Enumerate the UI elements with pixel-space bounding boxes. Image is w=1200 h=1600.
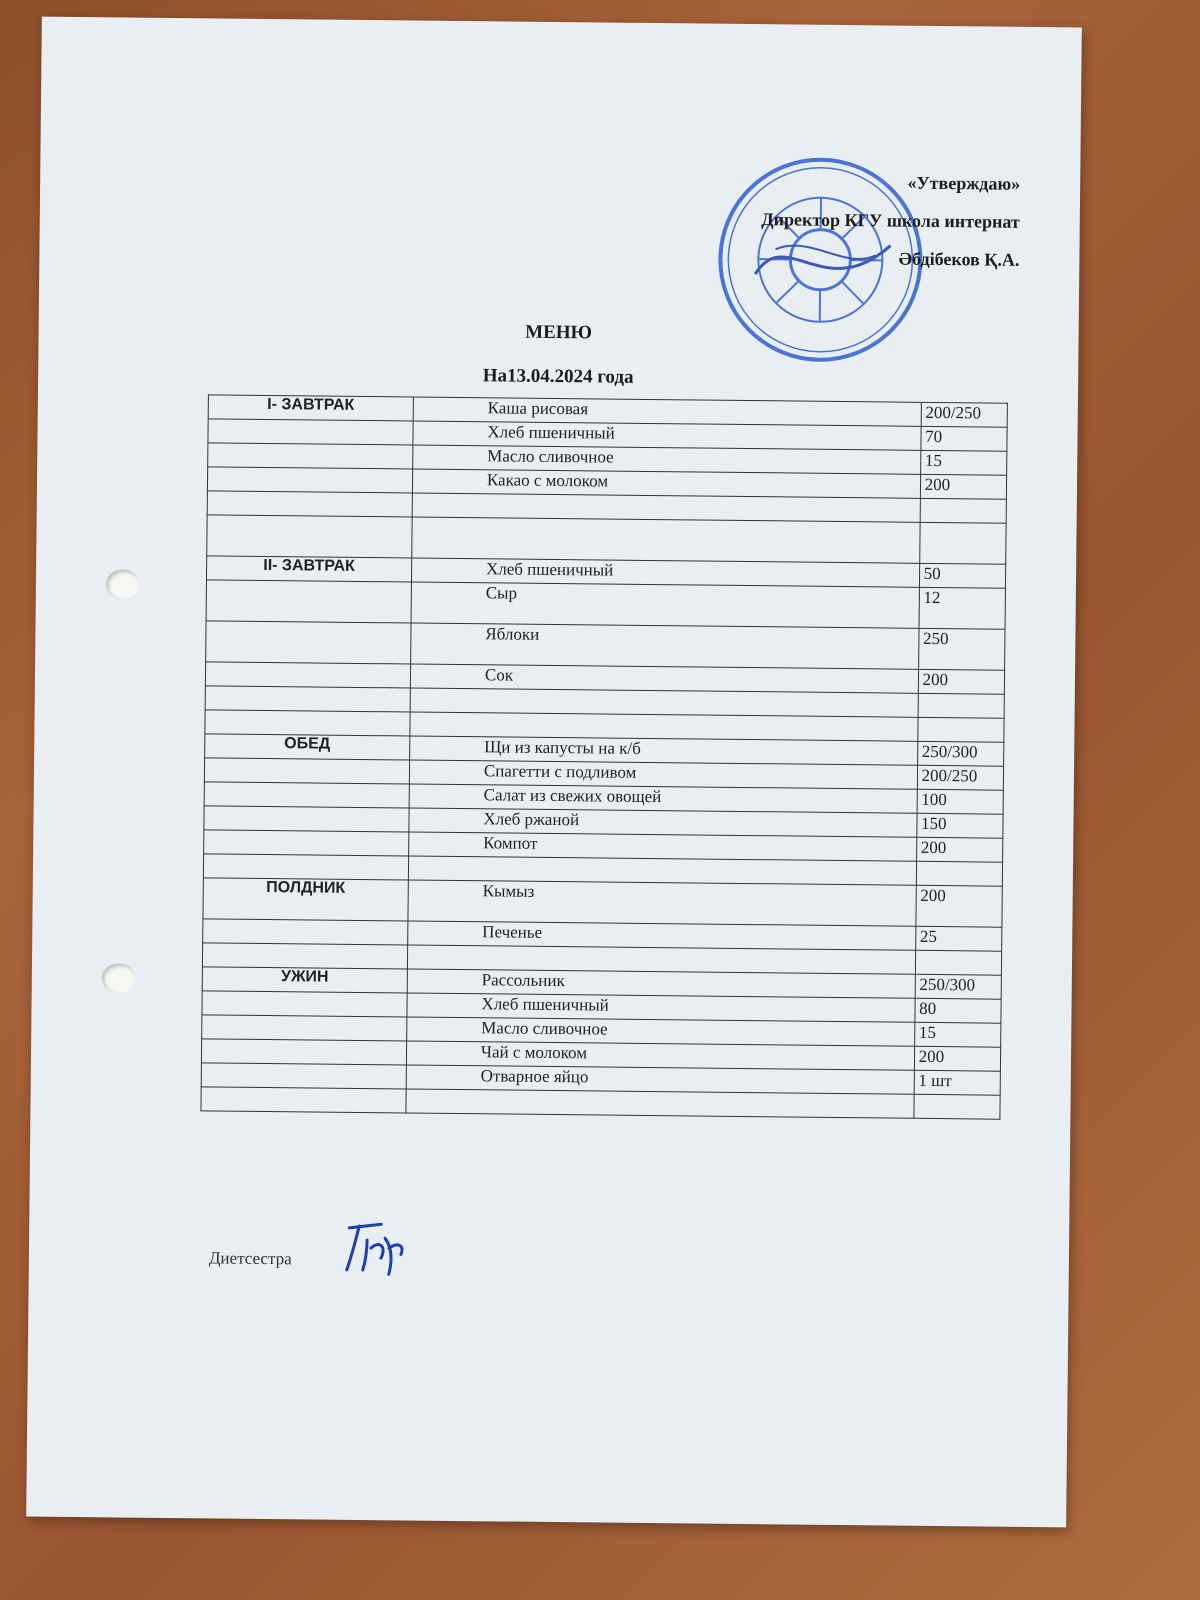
quantity-cell <box>919 522 1006 564</box>
dish-cell: Масло сливочное <box>407 1017 915 1046</box>
meal-cell: I- ЗАВТРАК <box>208 395 413 421</box>
quantity-cell: 12 <box>919 587 1006 629</box>
dish-cell: Отварное яйцо <box>406 1065 914 1094</box>
dish-cell: Кымыз <box>408 880 916 926</box>
quantity-cell: 200 <box>915 885 1002 927</box>
dietitian-signature <box>341 1218 412 1279</box>
meal-cell <box>204 758 409 784</box>
dish-cell: Хлеб пшеничный <box>407 993 915 1022</box>
meal-cell <box>206 580 411 623</box>
quantity-cell: 250/300 <box>915 974 1002 999</box>
dish-cell: Компот <box>409 832 917 861</box>
dish-cell: Сок <box>410 664 918 693</box>
approval-position: Директор КГУ школа интернат <box>761 209 1020 232</box>
page-title: МЕНЮ <box>525 321 593 344</box>
dietitian-label: Диетсестра <box>208 1248 292 1269</box>
approval-title: «Утверждаю» <box>907 172 1021 194</box>
quantity-cell: 80 <box>914 998 1001 1023</box>
meal-cell: ОБЕД <box>205 734 410 760</box>
quantity-cell: 25 <box>915 926 1002 951</box>
dish-cell: Хлеб пшеничный <box>411 558 919 587</box>
quantity-cell: 15 <box>914 1022 1001 1047</box>
meal-cell <box>202 943 407 969</box>
quantity-cell: 100 <box>917 789 1004 814</box>
punch-hole-top <box>106 569 140 599</box>
meal-cell <box>206 621 411 664</box>
meal-cell <box>205 710 410 736</box>
quantity-cell: 250/300 <box>917 741 1004 766</box>
dish-cell: Какао с молоком <box>412 469 920 498</box>
quantity-cell: 70 <box>920 426 1007 451</box>
quantity-cell <box>916 861 1003 886</box>
menu-table <box>200 394 1007 1119</box>
dish-cell <box>412 517 920 563</box>
quantity-cell: 200 <box>916 837 1003 862</box>
quantity-cell: 15 <box>920 450 1007 475</box>
menu-date: На13.04.2024 года <box>482 365 634 388</box>
quantity-cell: 200 <box>918 669 1005 694</box>
quantity-cell <box>917 717 1004 742</box>
menu-document <box>26 17 1082 1528</box>
quantity-cell <box>915 950 1002 975</box>
dish-cell: Сыр <box>411 582 919 628</box>
meal-cell <box>204 806 409 832</box>
meal-cell: ПОЛДНИК <box>203 878 408 921</box>
meal-cell <box>205 686 410 712</box>
dish-cell: Масло сливочное <box>413 445 921 474</box>
meal-cell <box>205 662 410 688</box>
dish-cell: Салат из свежих овощей <box>409 784 917 813</box>
meal-cell <box>207 515 412 558</box>
quantity-cell: 1 шт <box>914 1070 1001 1095</box>
dish-cell: Каша рисовая <box>413 397 921 426</box>
dish-cell: Хлеб пшеничный <box>413 421 921 450</box>
meal-cell <box>201 1063 406 1089</box>
dish-cell: Печенье <box>408 921 916 950</box>
meal-cell: УЖИН <box>202 967 407 993</box>
approval-block <box>761 162 1021 279</box>
meal-cell <box>207 491 412 517</box>
quantity-cell: 50 <box>919 563 1006 588</box>
punch-hole-bottom <box>102 963 136 993</box>
meal-cell <box>207 467 412 493</box>
meal-cell <box>203 854 408 880</box>
quantity-cell: 200 <box>914 1046 1001 1071</box>
meal-cell <box>201 1039 406 1065</box>
quantity-cell <box>918 693 1005 718</box>
meal-cell: II- ЗАВТРАК <box>206 556 411 582</box>
dish-cell: Рассольник <box>407 969 915 998</box>
quantity-cell: 200/250 <box>917 765 1004 790</box>
approval-name: Әбдібеков Қ.А. <box>898 248 1020 270</box>
meal-cell <box>202 991 407 1017</box>
dish-cell: Яблоки <box>411 623 919 669</box>
dish-cell: Спагетти с подливом <box>409 760 917 789</box>
quantity-cell: 200 <box>920 474 1007 499</box>
meal-cell <box>203 919 408 945</box>
quantity-cell <box>913 1094 1000 1119</box>
quantity-cell <box>920 498 1007 523</box>
meal-cell <box>204 830 409 856</box>
dish-cell <box>406 1089 914 1118</box>
meal-cell <box>204 782 409 808</box>
quantity-cell: 200/250 <box>921 402 1008 427</box>
dish-cell: Чай с молоком <box>406 1041 914 1070</box>
quantity-cell: 150 <box>916 813 1003 838</box>
meal-cell <box>208 443 413 469</box>
dish-cell: Щи из капусты на к/б <box>410 736 918 765</box>
meal-cell <box>201 1087 406 1113</box>
meal-cell <box>202 1015 407 1041</box>
quantity-cell: 250 <box>918 628 1005 670</box>
dish-cell: Хлеб ржаной <box>409 808 917 837</box>
meal-cell <box>208 419 413 445</box>
